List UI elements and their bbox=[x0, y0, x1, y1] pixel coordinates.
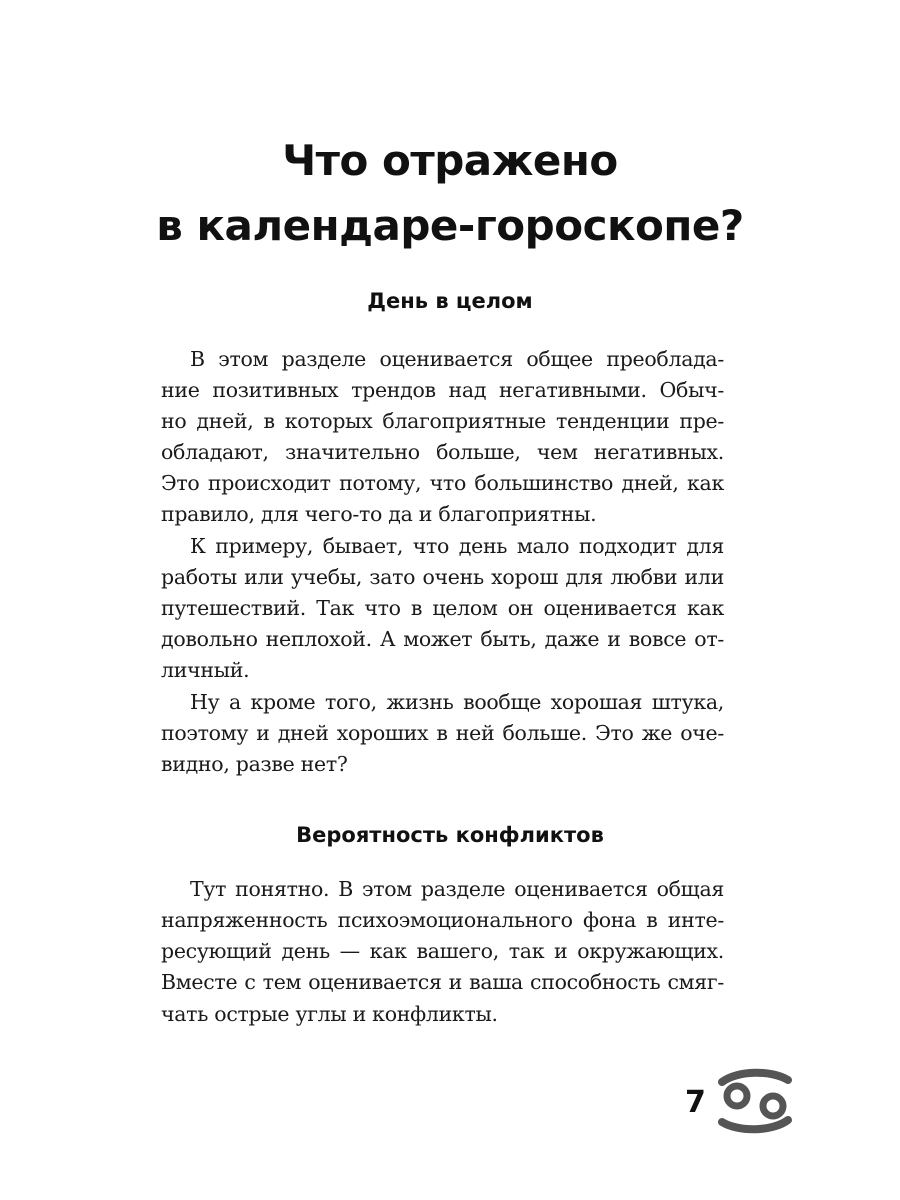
text-line: довольно неплохой. А может быть, даже и вовсе от- bbox=[161, 627, 724, 651]
text-line: Тут понятно. В этом разделе оценивается общая bbox=[190, 877, 724, 901]
text-line: Это происходит потому, что большинство дней, как bbox=[161, 471, 724, 495]
cancer-zodiac-icon bbox=[716, 1068, 794, 1134]
text-line: чать острые углы и конфликты. bbox=[161, 1002, 498, 1026]
page-number: 7 bbox=[685, 1085, 706, 1120]
section-heading-day-overall: День в целом bbox=[367, 289, 533, 313]
text-line: ние позитивных трендов над негативными. Обыч- bbox=[161, 378, 724, 402]
text-line: но дней, в которых благоприятные тенденции пре- bbox=[161, 409, 724, 433]
page-title-line-2: в календаре-гороскопе? bbox=[156, 201, 744, 250]
section-heading-conflict-probability: Вероятность конфликтов bbox=[296, 823, 604, 847]
text-line: напряженность психоэмоционального фона в инте- bbox=[161, 908, 724, 932]
text-line: Вместе с тем оценивается и ваша способность смяг- bbox=[161, 970, 724, 994]
text-line: личный. bbox=[161, 658, 250, 682]
text-line: путешествий. Так что в целом он оценивается как bbox=[161, 596, 724, 620]
text-line: обладают, значительно больше, чем негативных. bbox=[161, 440, 724, 464]
text-line: ресующий день — как вашего, так и окружающих. bbox=[161, 939, 724, 963]
page-title-line-1: Что отражено bbox=[282, 136, 618, 185]
text-line: К примеру, бывает, что день мало подходит для bbox=[190, 534, 724, 558]
text-line: правило, для чего-то да и благоприятны. bbox=[161, 502, 597, 526]
text-line: поэтому и дней хороших в ней больше. Это же оче- bbox=[161, 721, 724, 745]
text-line: В этом разделе оценивается общее преоблада- bbox=[190, 347, 724, 371]
text-line: видно, разве нет? bbox=[161, 752, 348, 776]
text-line: Ну а кроме того, жизнь вообще хорошая штука, bbox=[190, 690, 724, 714]
text-line: работы или учебы, зато очень хорош для любви или bbox=[161, 565, 724, 589]
